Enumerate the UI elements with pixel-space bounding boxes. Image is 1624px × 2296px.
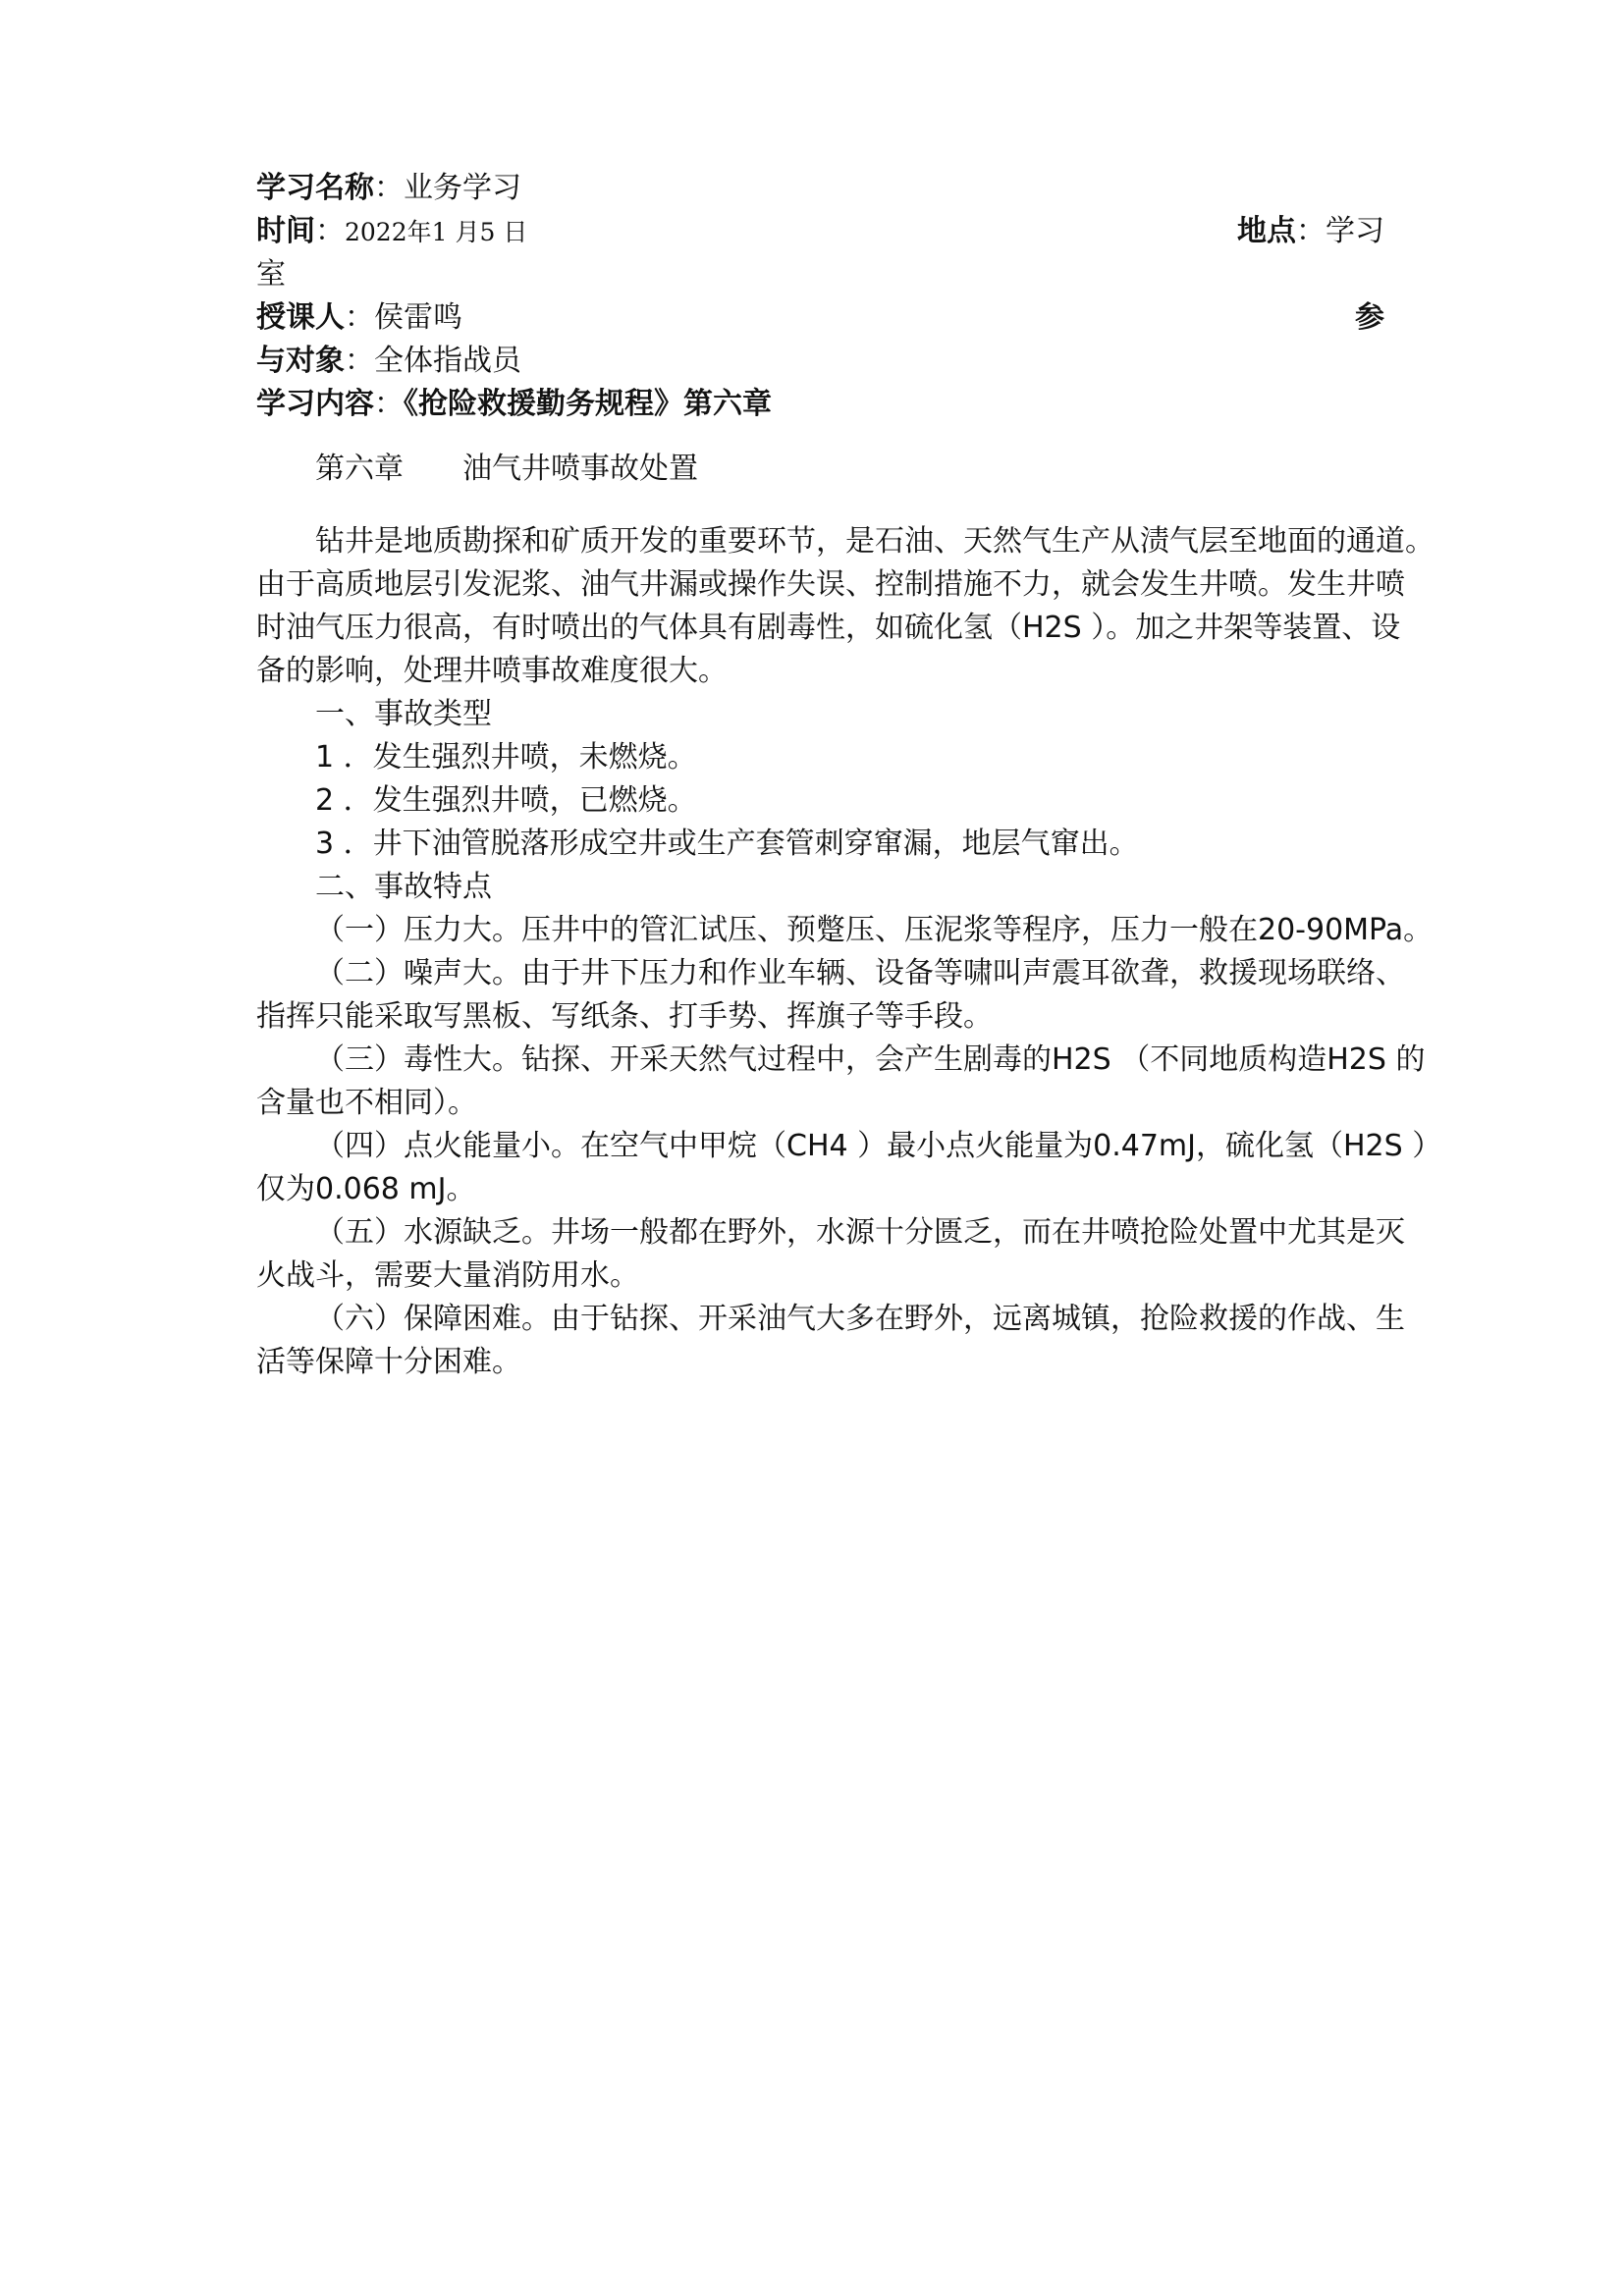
content-row <box>256 383 1384 426</box>
colon: ： <box>315 214 345 248</box>
feature-paragraph-2 <box>256 952 1405 1039</box>
feature-line: 仅为0.068 mJ。 <box>256 1172 476 1206</box>
colon: ： <box>345 300 374 335</box>
section1-item: 2 ．发生强烈井喷，已燃烧。 <box>315 783 697 818</box>
intro-line: 时油气压力很高，有时喷出的气体具有剧毒性，如硫化氢（H2S ）。加之井架等装置、设 <box>256 611 1401 645</box>
section1-item: 1 ．发生强烈井喷，未燃烧。 <box>315 740 697 774</box>
content-label: 学习内容 <box>256 387 374 421</box>
document-page <box>256 167 1442 1384</box>
teacher-row <box>256 296 1384 340</box>
feature-line: （二）噪声大。由于井下压力和作业车辆、设备等啸叫声震耳欲聋，救援现场联络、 <box>315 956 1405 990</box>
place-wrap-row <box>256 253 1384 296</box>
feature-paragraph-5 <box>256 1211 1405 1298</box>
study-name-label: 学习名称 <box>256 171 374 205</box>
feature-paragraph-1 <box>256 909 1434 952</box>
teacher-value: 侯雷鸣 <box>374 300 462 335</box>
section2-heading: 二、事故特点 <box>315 870 492 904</box>
feature-line: 含量也不相同）。 <box>256 1086 477 1120</box>
participants-value: 全体指战员 <box>374 344 521 378</box>
feature-line: （四）点火能量小。在空气中甲烷（CH4 ）最小点火能量为0.47mJ，硫化氢（H2S ） <box>315 1129 1442 1163</box>
time-value: 2022年1 月5 日 <box>345 218 528 246</box>
place-value-part1: 学习 <box>1326 214 1384 248</box>
spacer <box>256 491 1384 520</box>
time-label: 时间 <box>256 214 315 248</box>
intro-line: 由于高质地层引发泥浆、油气井漏或操作失误、控制措施不力，就会发生井喷。发生井喷 <box>256 567 1405 602</box>
teacher-label: 授课人 <box>256 300 345 335</box>
colon: ： <box>1296 214 1326 248</box>
content-value: 《抢险救援勤务规程》第六章 <box>404 387 772 421</box>
spacer <box>256 426 1384 448</box>
intro-paragraph <box>256 520 1435 693</box>
participants-row <box>256 340 1384 383</box>
chapter-heading <box>256 448 1384 491</box>
feature-line: （三）毒性大。钻探、开采天然气过程中，会产生剧毒的H2S （不同地质构造H2S 的 <box>315 1042 1426 1077</box>
chapter-number: 第六章 <box>315 452 404 486</box>
participants-label-part2: 与对象 <box>256 344 345 378</box>
study-name-row <box>256 167 1384 210</box>
feature-paragraph-6 <box>256 1298 1405 1384</box>
chapter-title: 油气井喷事故处置 <box>462 452 698 486</box>
section1-item: 3 ．井下油管脱落形成空井或生产套管刺穿窜漏，地层气窜出。 <box>315 827 1139 861</box>
feature-line: （五）水源缺乏。井场一般都在野外，水源十分匮乏，而在井喷抢险处置中尤其是灭 <box>315 1215 1405 1250</box>
feature-line: 指挥只能采取写黑板、写纸条、打手势、挥旗子等手段。 <box>256 999 993 1034</box>
intro-line: 备的影响，处理井喷事故难度很大。 <box>256 654 728 688</box>
colon: ： <box>345 344 374 378</box>
colon: ： <box>374 171 404 205</box>
place-value-part2: 室 <box>256 257 286 292</box>
place-label: 地点 <box>1237 214 1296 248</box>
feature-paragraph-3 <box>256 1039 1426 1125</box>
feature-line: （六）保障困难。由于钻探、开采油气大多在野外，远离城镇，抢险救援的作战、生 <box>315 1302 1405 1336</box>
feature-paragraph-4 <box>256 1125 1442 1211</box>
study-name-value: 业务学习 <box>404 171 521 205</box>
intro-line: 钻井是地质勘探和矿质开发的重要环节，是石油、天然气生产从渍气层至地面的通道。 <box>315 524 1435 559</box>
feature-line: 活等保障十分困难。 <box>256 1345 521 1379</box>
colon: ： <box>374 387 404 421</box>
section1-heading: 一、事故类型 <box>315 697 492 731</box>
participants-label-part1: 参 <box>1355 300 1384 335</box>
time-place-row <box>256 210 1384 253</box>
feature-line: （一）压力大。压井中的管汇试压、预蹩压、压泥浆等程序，压力一般在20-90MPa。 <box>315 913 1434 947</box>
feature-line: 火战斗，需要大量消防用水。 <box>256 1258 639 1293</box>
place-field <box>1237 210 1384 253</box>
